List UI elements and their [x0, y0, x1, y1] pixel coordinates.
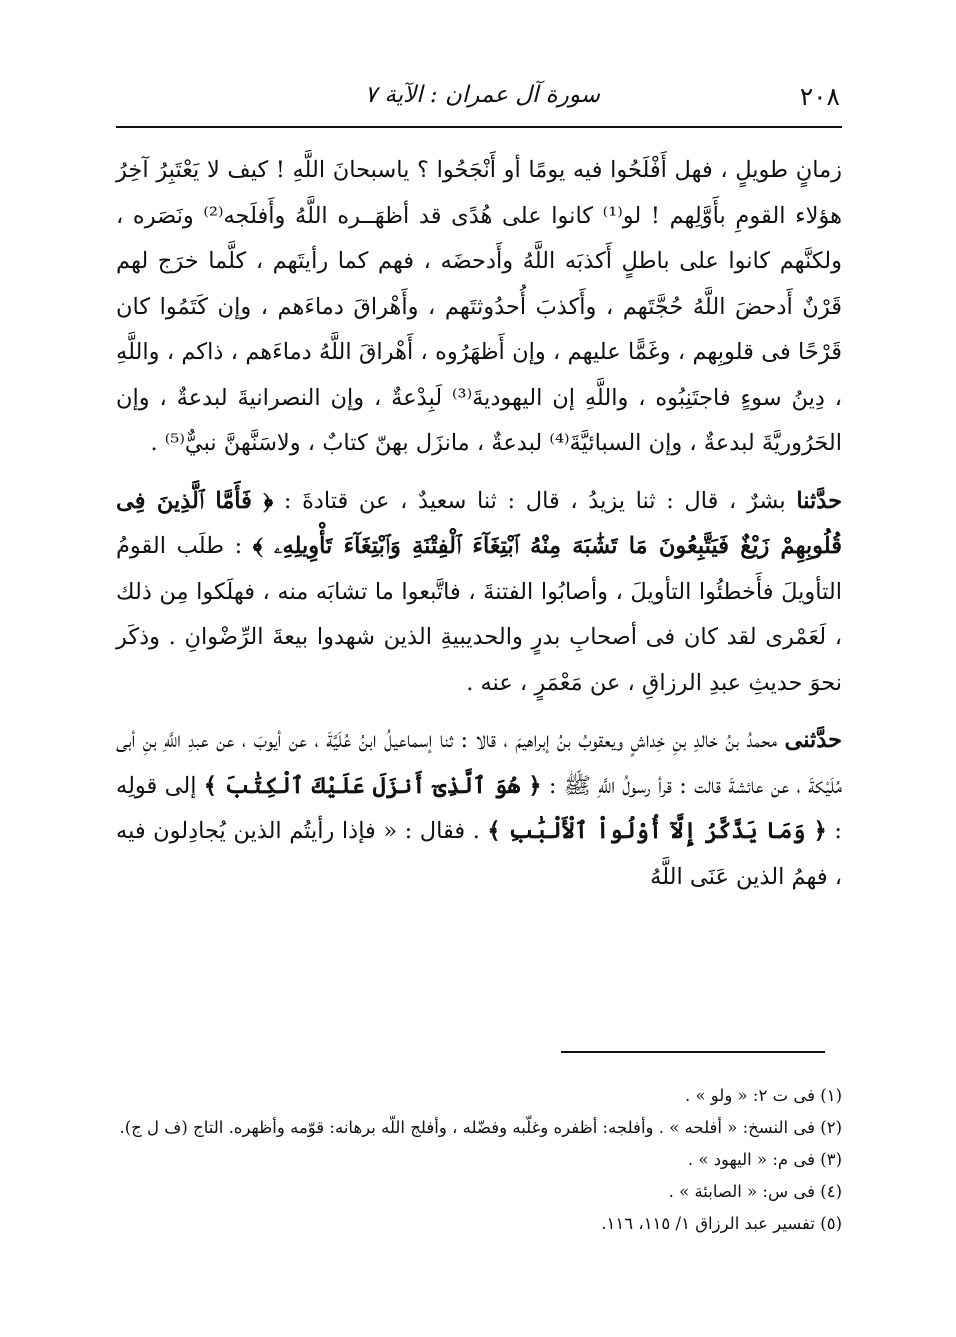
page-number: ٢٠٨ — [799, 82, 840, 111]
paragraph-1 — [116, 148, 842, 467]
hadith-lead-word: حدَّثنا — [796, 487, 842, 514]
footnote-rule — [561, 1051, 825, 1053]
header-rule — [116, 126, 842, 128]
surah-verse-title: سورة آل عمران : الآية ٧ — [364, 82, 600, 108]
footnote-5: (٥) تفسير عبد الرزاق ١/ ١١٥، ١١٦. — [601, 1214, 842, 1233]
connector-text: إلى قولِه : — [116, 772, 843, 844]
footnote-1: (١) فى ت ٢: « ولو » . — [684, 1086, 842, 1105]
footnote-2: (٢) فى النسخ: « أفلحه » . وأفلجه: أظفره وغلّبه وفضّله ، وأفلج اللّه برهانه: قوّمه وأظهره. التاج (ف ل ج). — [119, 1118, 842, 1137]
isnad-text: محمدُ بنُ خالدِ بنِ خِداشٍ ويعقوبُ بنُ إبراهيمَ ، قالا : ثنا إسماعيلُ ابنُ عُلَيَّةَ ، عن أيوبَ ، عن عبدِ اللَّهِ بنِ أبى مُلَيْكةَ ، عن عائشةَ قالت : قرأ رسولُ اللَّهِ ﷺ : — [116, 727, 842, 799]
quran-quote: ﴿ هُوَ ٱلَّذِىٓ أَنزَلَ عَلَيْكَ ٱلْكِتَٰبَ ﴾ — [203, 772, 542, 799]
hadith-lead-word: حدَّثنى — [784, 727, 842, 753]
quran-quote-2: ﴿ وَمَا يَذَّكَّرُ إِلَّآ أُوْلُواْ ٱلْأَلْبَٰبِ ﴾ — [487, 818, 827, 844]
commentary-text: : طلَب القومُ التأويلَ فأَخطئُوا التأويلَ ، وأصابُوا الفتنةَ ، فاتَّبعوا ما تشابَه منه ، فهلَكوا مِن ذلك ، لَعَمْرى لقد كان فى أصحابِ بدرٍ والحديبيةِ الذين شهدوا بيعةَ الرِّضْوانِ . وذكَر نحوَ حديثِ عبدِ الرزاقِ ، عن مَعْمَرٍ ، عنه . — [116, 533, 842, 696]
footnote-4: (٤) فى س: « الصابئة » . — [668, 1182, 842, 1201]
paragraph-3 — [116, 718, 842, 900]
running-header — [118, 78, 840, 118]
paragraph-text: زمانٍ طويلٍ ، فهل أَفْلَحُوا فيه يومًا أو أَنْجَحُوا ؟ ياسبحانَ اللَّهِ ! كيف لا يَعْتَبِرُ آخِرُ هؤلاء القومِ بأَوَّلِهم ! لو⁽¹⁾ كانوا على هُدًى قد أظهَــره اللَّهُ وأَفلَجه⁽²⁾ ونَصَره ، ولكنَّهم كانوا على باطلٍ أَكذبَه اللَّهُ وأَدحضَه ، فهم كما رأيتَهم ، كلَّما خرَج لهم قَرْنٌ أَدحضَ اللَّهُ حُجَّتَهم ، وأَكذبَ أُحدُوثتَهم ، وأَهْراقَ دماءَهم ، وإن كَتَمُوا كان قَرْحًا فى قلوبِهم ، وغَمًّا عليهم ، وإن أَظهَرُوه ، أَهْراقَ اللَّهُ دماءَهم ، ذاكم ، واللَّهِ ، دِينُ سوءٍ فاجتَنِبُوه ، واللَّهِ إن اليهوديةَ⁽³⁾ لَبِدْعةٌ ، وإن النصرانيةَ لبدعةٌ ، وإن الحَرُوريَّةَ لبدعةٌ ، وإن السبائيَّةَ⁽⁴⁾ لبدعةٌ ، مانزَل بهنّ كتابٌ ، ولاسَنَّهنَّ نبيٌّ⁽⁵⁾ . — [116, 157, 843, 456]
footnote-3: (٣) فى م: « اليهود » . — [687, 1150, 842, 1169]
footnotes — [116, 1080, 842, 1240]
isnad-text: بشرٌ ، قال : ثنا يزيدُ ، قال : ثنا سعيدٌ ، عن قتادةَ : — [283, 487, 786, 514]
quran-quote: ﴿ فَأَمَّا ٱلَّذِينَ فِى قُلُوبِهِمْ زَيْغٌ فَيَتَّبِعُونَ مَا تَشَٰبَهَ مِنْهُ ٱبْتِغَآءَ ٱلْفِتْنَةِ وَٱبْتِغَآءَ تَأْوِيلِهِۦ ﴾ — [116, 487, 842, 559]
hadith-text: . فقال : « فإذا رأيتُم الذين يُجادِلون فيه ، فهمُ الذين عَنَى اللَّهُ — [116, 818, 842, 890]
main-text — [116, 148, 842, 912]
paragraph-2 — [116, 479, 842, 707]
